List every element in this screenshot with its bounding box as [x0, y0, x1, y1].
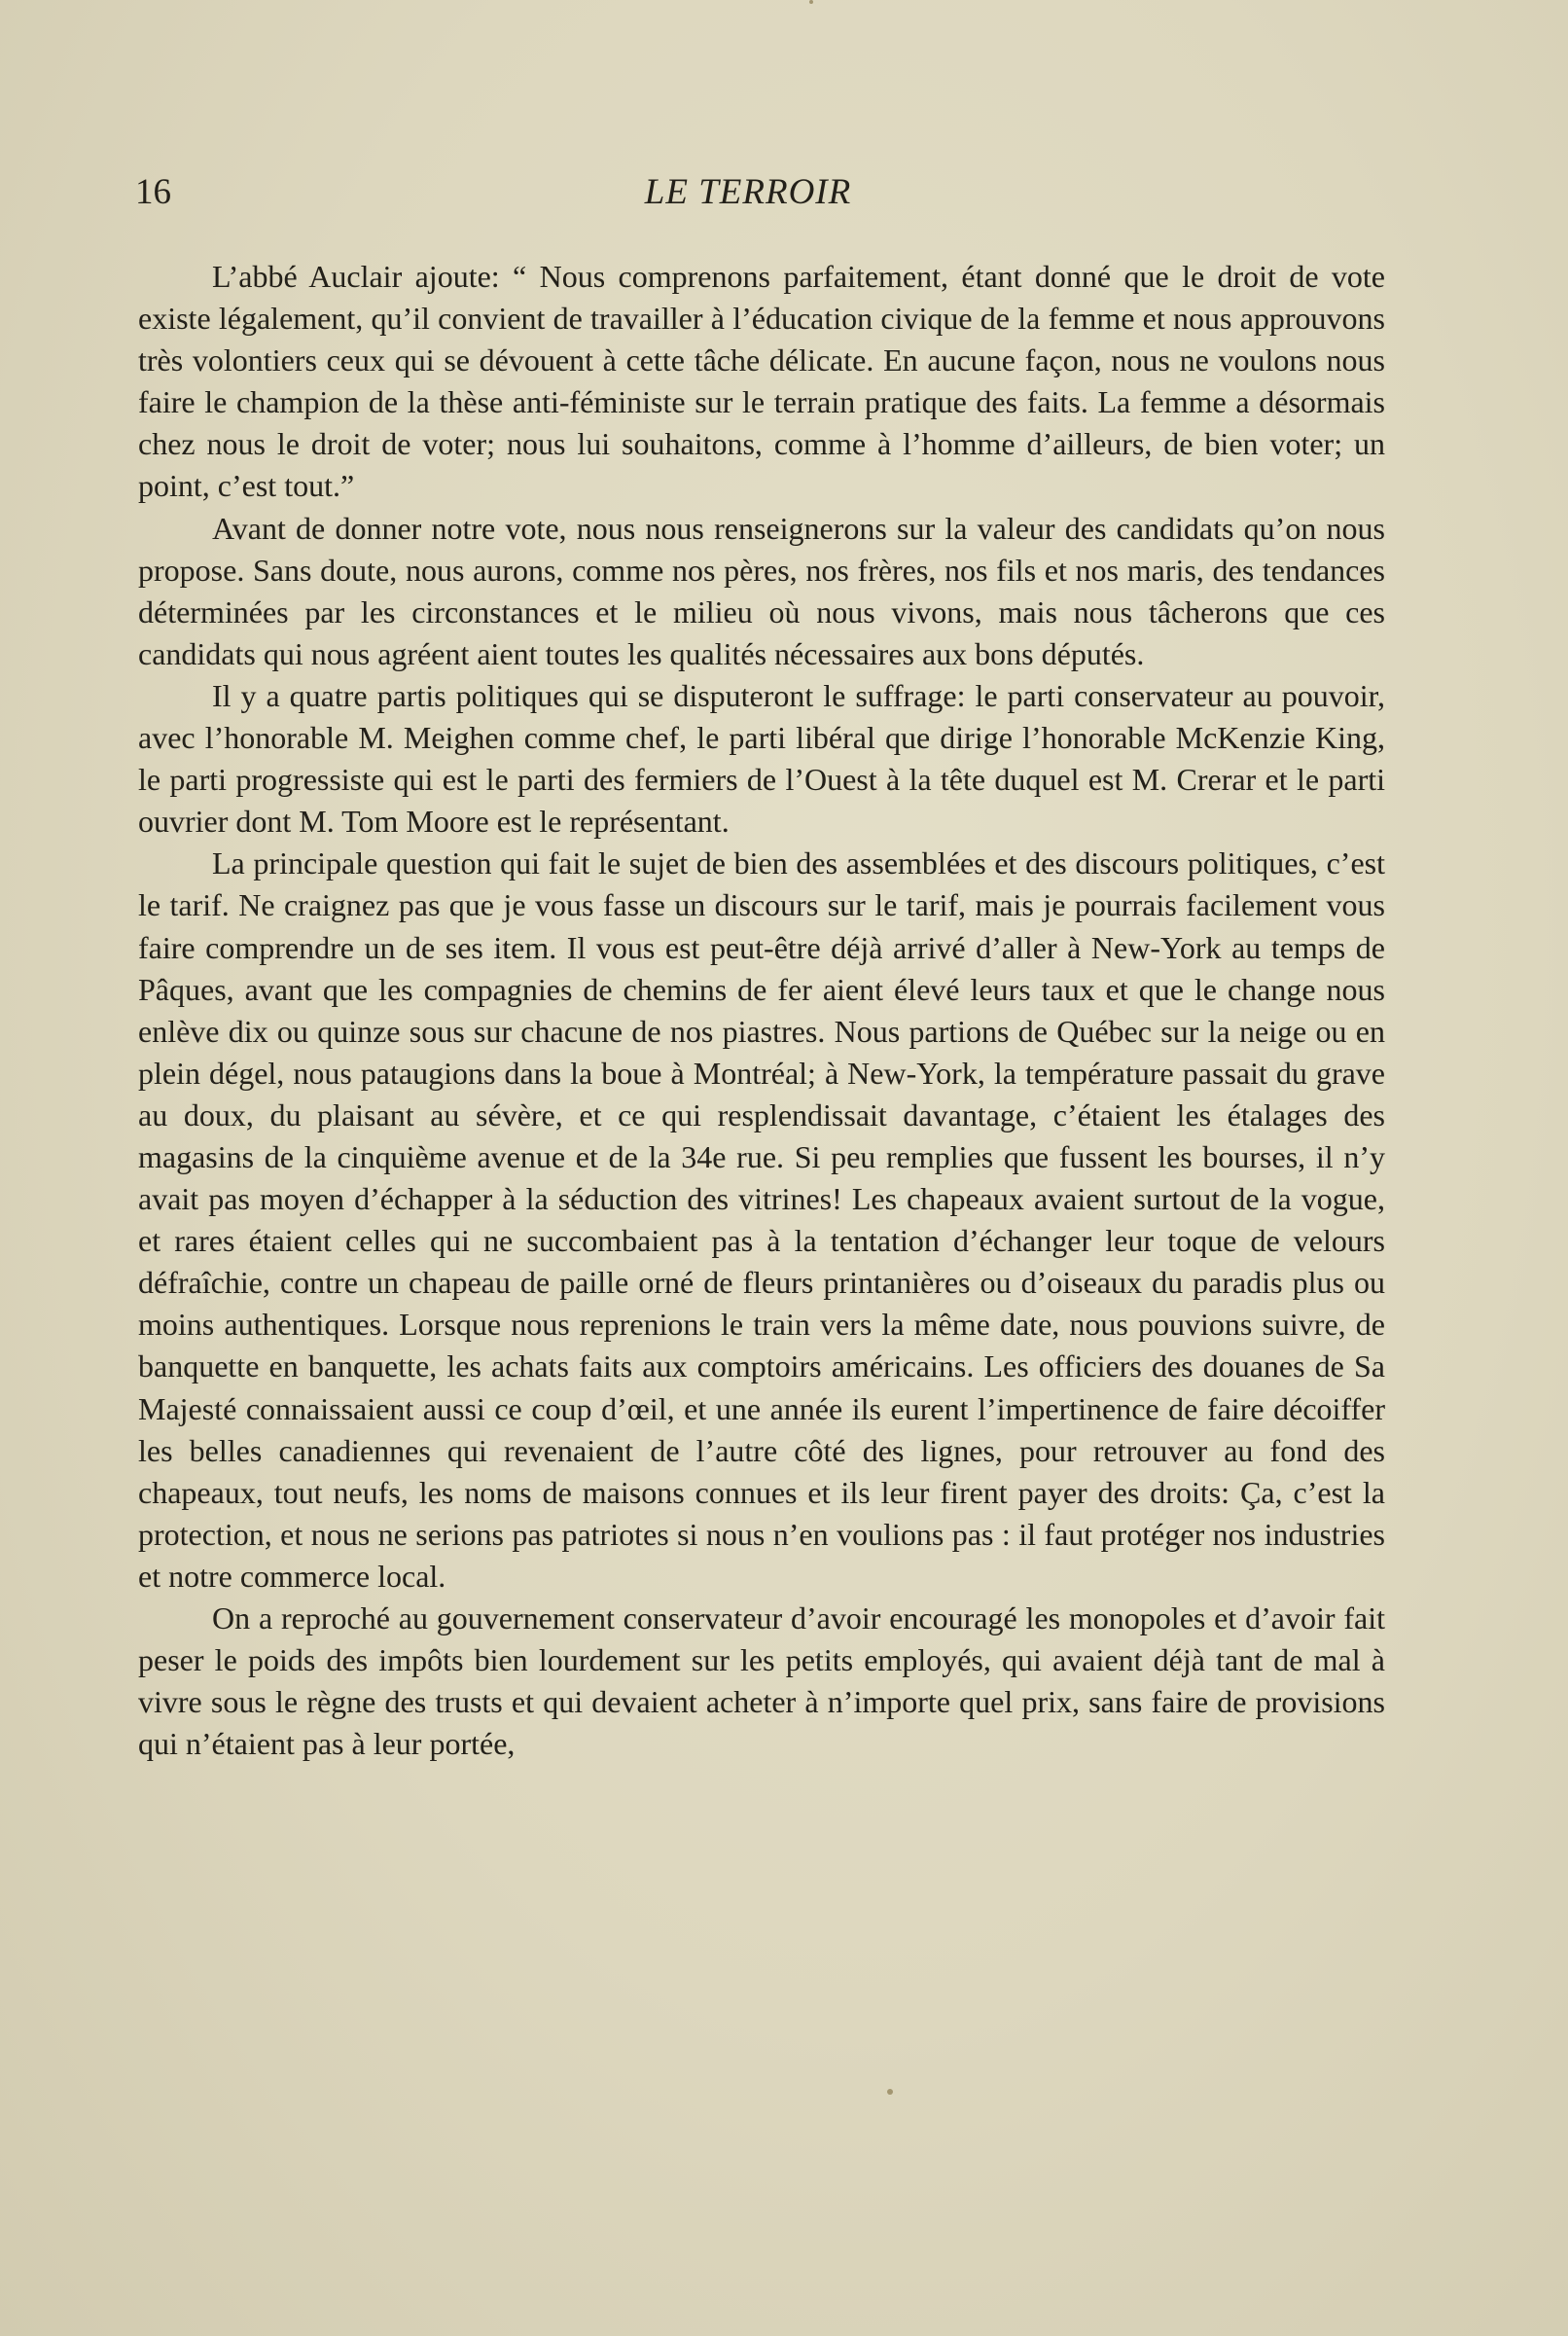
paragraph-partis-politiques: Il y a quatre partis politiques qui se disputeront le suffrage: le parti conservateur au pouvoir, avec l’honorable M. Meighen comme chef, le parti libéral que dirige l’honorable McKenzie King, le parti progressiste qui est le parti des fermiers de l’Ouest à la tête duquel est M. Crerar et le parti ouvrier dont M. Tom Moore est le représentant. — [138, 677, 1385, 840]
paragraph-abbe-auclair: L’abbé Auclair ajoute: “ Nous comprenons parfaitement, étant donné que le droit de vote existe légalement, qu’il convient de travailler à l’éducation civique de la femme et nous approuvons très volontiers ceux qui se dévouent à cette tâche délicate. En aucune façon, nous ne voulons nous faire le champion de la thèse anti-féministe sur le terrain pratique des faits. La femme a désormais chez nous le droit de voter; nous lui souhaitons, comme à l’homme d’ailleurs, de bien voter; un point, c’est tout.” — [138, 259, 1385, 504]
paper-speck — [809, 0, 813, 4]
page-header — [135, 165, 1361, 220]
body-text — [138, 256, 1385, 1765]
paper-speck — [887, 2089, 893, 2095]
paragraph-tarif: La principale question qui fait le sujet de bien des assemblées et des discours politiques, c’est le tarif. Ne craignez pas que je vous fasse un discours sur le tarif, mais je pourrais facilement vous faire comprendre un de ses item. Il vous est peut-être déjà arrivé d’aller à New-York au temps de Pâques, avant que les compagnies de chemins de fer aient élevé leurs taux et que le change nous enlève dix ou quinze sous sur chacune de nos piastres. Nous partions de Québec sur la neige ou en plein dégel, nous pataugions dans la boue à Montréal; à New-York, la température passait du grave au doux, du plaisant au sévère, et ce qui resplendissait davantage, c’étaient les étalages des magasins de la cinquième avenue et de la 34e rue. Si peu remplies que fussent les bourses, il n’y avait pas moyen d’échapper à la séduction des vitrines! Les chapeaux avaient surtout de la vogue, et rares étaient celles qui ne succombaient pas à la tentation d’échanger leur toque de velours défraîchie, contre un chapeau de paille orné de fleurs printanières ou d’oiseaux du paradis plus ou moins authentiques. Lorsque nous reprenions le train vers la même date, nous pouvions suivre, de banquette en banquette, les achats faits aux comptoirs américains. Les officiers des douanes de Sa Majesté connaissaient aussi ce coup d’œil, et une année ils eurent l’impertinence de faire décoiffer les belles canadiennes qui revenaient de l’autre côté des lignes, pour retrouver au fond des chapeaux, tout neufs, les noms de maisons connues et ils leur firent payer des droits: Ça, c’est la protection, et nous ne serions pas patriotes si nous n’en voulions pas : il faut protéger nos industries et notre commerce local. — [138, 845, 1385, 1594]
page-number: 16 — [135, 172, 171, 212]
paragraph-candidats: Avant de donner notre vote, nous nous renseignerons sur la valeur des candidats qu’on nous propose. Sans doute, nous aurons, comme nos pères, nos frères, nos fils et nos maris, des tendances déterminées par les circonstances et le milieu où nous vivons, mais nous tâcherons que ces candidats qui nous agréent aient toutes les qualités nécessaires aux bons députés. — [138, 510, 1385, 671]
paragraph-gouvernement-conservateur: On a reproché au gouvernement conservateur d’avoir encouragé les monopoles et d’avoir fait peser le poids des impôts bien lourdement sur les petits employés, qui avaient déjà tant de mal à vivre sous le règne des trusts et qui devaient acheter à n’importe quel prix, sans faire de provisions qui n’étaient pas à leur portée, — [138, 1600, 1385, 1762]
running-title: LE TERROIR — [644, 172, 852, 212]
